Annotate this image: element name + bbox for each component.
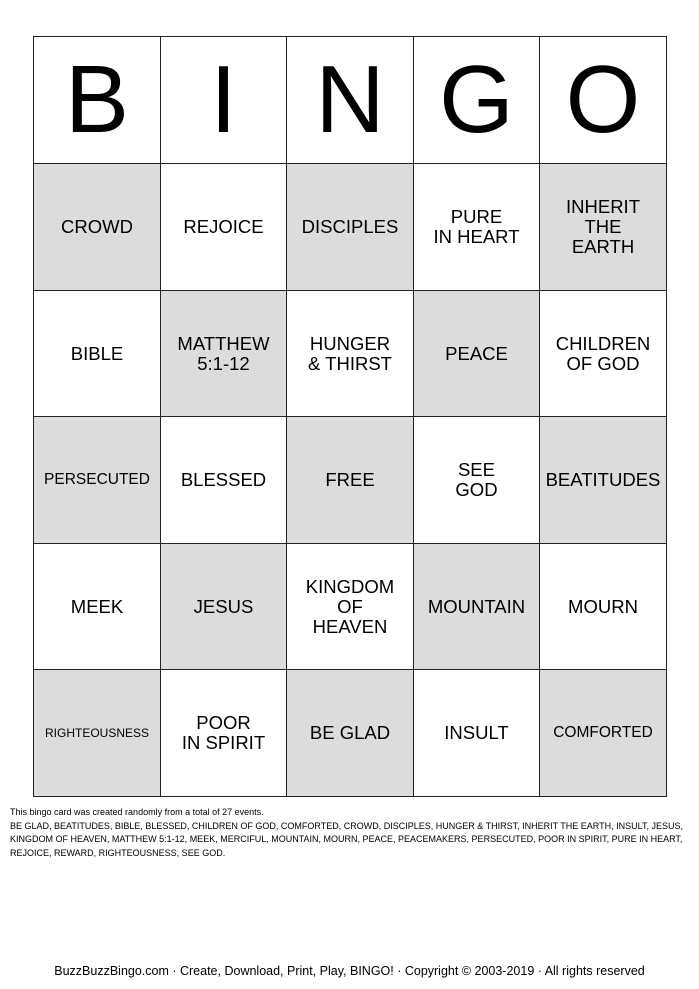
bingo-square[interactable] [34, 291, 161, 417]
header-letter: I [210, 46, 237, 153]
bingo-square[interactable] [414, 544, 540, 670]
bingo-square[interactable] [414, 670, 540, 797]
bingo-square-label: BE GLAD [309, 722, 391, 743]
bingo-square-label: POOR IN SPIRIT [181, 712, 266, 753]
bingo-square-label: MOUNTAIN [427, 595, 526, 617]
header-cell-i [161, 37, 287, 164]
bingo-square-label: MEEK [70, 595, 124, 617]
bingo-square[interactable] [161, 291, 287, 417]
bingo-square[interactable] [161, 544, 287, 670]
bingo-card [33, 36, 667, 797]
bingo-square[interactable] [540, 291, 667, 417]
bingo-square[interactable] [414, 291, 540, 417]
bingo-square-label: DISCIPLES [301, 216, 399, 237]
bingo-square[interactable] [414, 164, 540, 291]
bingo-square[interactable] [34, 164, 161, 291]
footer-text: BuzzBuzzBingo.com · Create, Download, Print, Play, BINGO! · Copyright © 2003-2019 · All rights reserved [54, 964, 645, 978]
bingo-square[interactable] [161, 164, 287, 291]
header-letter: G [439, 46, 514, 153]
bingo-square[interactable] [161, 670, 287, 797]
bingo-square-label: PERSECUTED [44, 471, 150, 488]
header-cell-n [287, 37, 414, 164]
bingo-square-label: REJOICE [183, 216, 264, 237]
card-info [10, 806, 690, 860]
header-cell-o [540, 37, 667, 164]
bingo-square-label: RIGHTEOUSNESS [44, 726, 149, 740]
bingo-square[interactable] [540, 417, 667, 544]
bingo-square[interactable] [540, 544, 667, 670]
bingo-square-label: CROWD [61, 216, 133, 237]
bingo-square-label: SEE GOD [455, 459, 498, 500]
bingo-square-label: MATTHEW 5:1-12 [177, 332, 270, 374]
bingo-square-label: BLESSED [180, 469, 267, 490]
bingo-square-label: HUNGER & THIRST [308, 332, 392, 374]
header-letter: N [315, 46, 385, 153]
header-cell-g [414, 37, 540, 164]
header-letter: B [64, 46, 130, 153]
bingo-square-label: BIBLE [70, 342, 124, 364]
bingo-square-label: MOURN [568, 595, 638, 617]
bingo-square-label: PEACE [445, 342, 508, 364]
bingo-square[interactable] [287, 417, 414, 544]
bingo-square-label: FREE [325, 469, 375, 490]
card-info-event-list: BE GLAD, BEATITUDES, BIBLE, BLESSED, CHILDREN OF GOD, COMFORTED, CROWD, DISCIPLES, HUNGER & THIRST, INHERIT THE EARTH, INSULT, JESUS, KINGDOM OF HEAVEN, MATTHEW 5:1-12, MEEK, MERCIFUL, MOUNTAIN, MOURN, PEACE, PEACEMAKERS, PERSECUTED, POOR IN SPIRIT, PURE IN HEART, REJOICE, REWARD, RIGHTEOUSNESS, SEE GOD. [10, 820, 683, 858]
bingo-square[interactable] [287, 544, 414, 670]
bingo-square[interactable] [287, 291, 414, 417]
bingo-square[interactable] [540, 670, 667, 797]
bingo-square-label: JESUS [193, 595, 254, 617]
bingo-square[interactable] [287, 164, 414, 291]
bingo-square-label: INHERIT THE EARTH [566, 196, 640, 257]
header-cell-b [34, 37, 161, 164]
bingo-square[interactable] [287, 670, 414, 797]
bingo-square[interactable] [34, 544, 161, 670]
bingo-square[interactable] [34, 417, 161, 544]
card-info-summary: This bingo card was created randomly from a total of 27 events. [10, 807, 264, 817]
bingo-square[interactable] [414, 417, 540, 544]
bingo-square-label: PURE IN HEART [433, 206, 520, 247]
bingo-square[interactable] [540, 164, 667, 291]
bingo-square-label: COMFORTED [553, 724, 653, 741]
bingo-square[interactable] [161, 417, 287, 544]
bingo-square-label: BEATITUDES [545, 469, 661, 490]
bingo-square[interactable] [34, 670, 161, 797]
bingo-square-label: CHILDREN OF GOD [555, 332, 651, 374]
bingo-square-label: INSULT [444, 722, 509, 743]
header-letter: O [565, 46, 641, 153]
bingo-square-label: KINGDOM OF HEAVEN [305, 575, 395, 637]
